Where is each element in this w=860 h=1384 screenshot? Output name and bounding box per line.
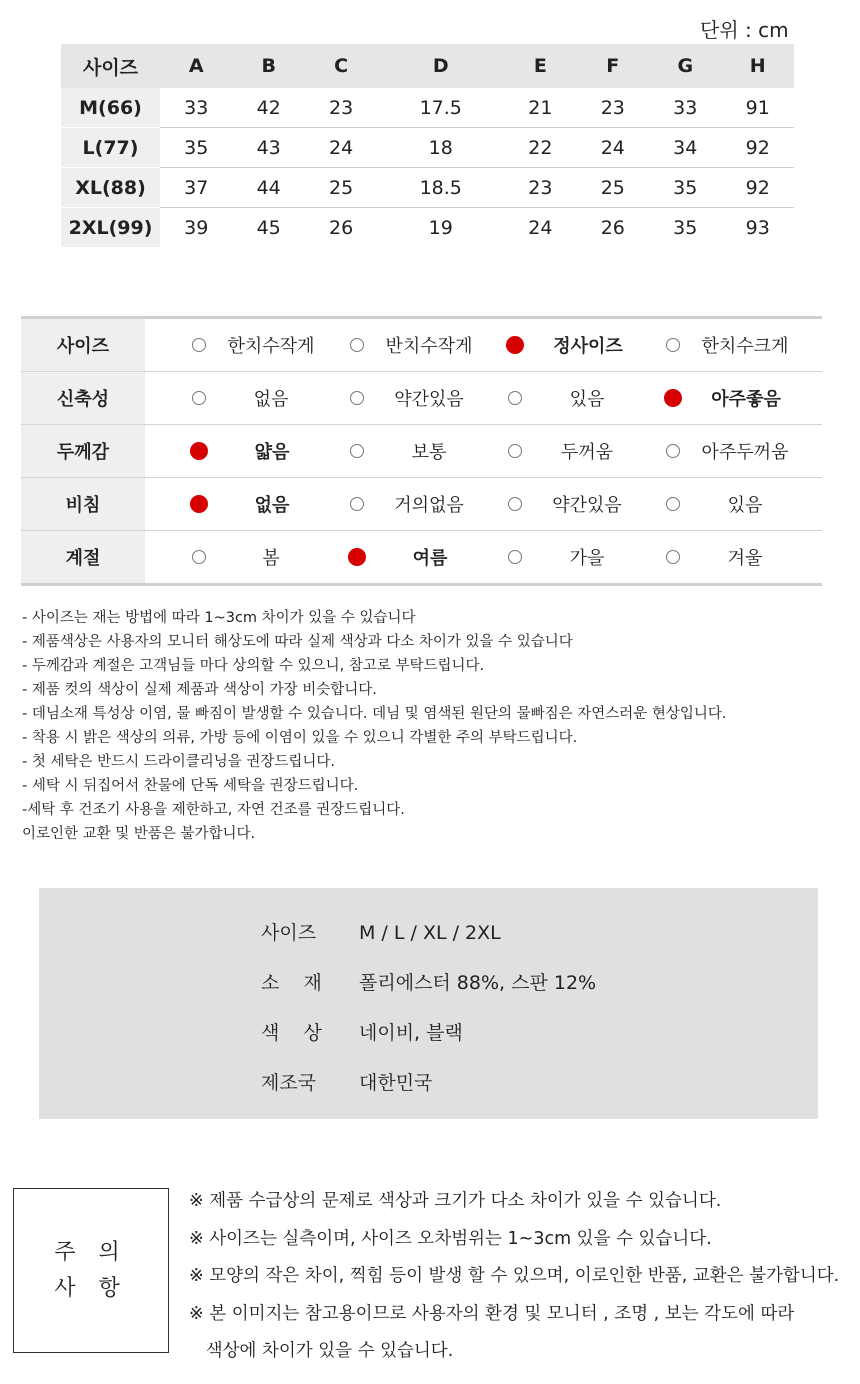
size-value-cell: 25 — [577, 168, 649, 208]
size-value-cell: 24 — [577, 128, 649, 168]
option-item[interactable] — [664, 332, 822, 358]
option-selected[interactable] — [348, 544, 506, 570]
radio-unchecked-icon[interactable] — [192, 338, 206, 352]
note-line: 이로인한 교환 및 반품은 불가합니다. — [22, 826, 256, 842]
size-row-label: M(66) — [61, 88, 160, 128]
option-item[interactable] — [664, 544, 822, 570]
option-selected[interactable] — [190, 491, 348, 517]
spec-key: 소 재 — [261, 972, 322, 994]
radio-checked-icon[interactable] — [506, 336, 524, 354]
radio-unchecked-icon[interactable] — [508, 550, 522, 564]
size-table-header-cell: B — [232, 44, 304, 88]
size-value-cell: 17.5 — [377, 88, 504, 128]
unit-label: 단위 : cm — [700, 18, 789, 42]
properties-table — [21, 316, 822, 586]
size-value-cell: 33 — [649, 88, 721, 128]
caution-line: ※ 본 이미지는 참고용이므로 사용자의 환경 및 모니터 , 조명 , 보는 각도에 따라 — [189, 1303, 795, 1324]
option-label: 가을 — [569, 548, 605, 569]
caution-title-line: 주 의 — [54, 1239, 128, 1265]
note-line: - 사이즈는 재는 방법에 따라 1~3cm 차이가 있을 수 있습니다 — [22, 610, 416, 626]
note-line: -세탁 후 건조기 사용을 제한하고, 자연 건조를 권장드립니다. — [22, 802, 405, 818]
caution-line: ※ 제품 수급상의 문제로 색상과 크기가 다소 차이가 있을 수 있습니다. — [189, 1191, 722, 1211]
size-value-cell: 24 — [528, 216, 553, 239]
size-value-cell: 44 — [232, 168, 304, 208]
size-table — [61, 44, 794, 247]
size-value-cell: 23 — [504, 168, 576, 208]
radio-unchecked-icon[interactable] — [666, 444, 680, 458]
caution-title — [54, 1235, 128, 1307]
option-label: 겨울 — [727, 548, 763, 569]
radio-checked-icon[interactable] — [190, 495, 208, 513]
caution-line: 색상에 차이가 있을 수 있습니다. — [189, 1341, 454, 1361]
size-table-row — [61, 168, 794, 208]
radio-unchecked-icon[interactable] — [508, 444, 522, 458]
note-line: - 두께감과 계절은 고객님들 마다 상의할 수 있으니, 참고로 부탁드립니다. — [22, 658, 485, 674]
property-options — [145, 531, 822, 585]
size-value-cell: 35 — [649, 168, 721, 208]
option-selected[interactable] — [190, 438, 348, 464]
size-value-cell: 91 — [721, 88, 794, 128]
option-label: 두꺼움 — [560, 442, 614, 463]
option-label: 아주좋음 — [711, 389, 781, 410]
caution-lines — [189, 1183, 839, 1371]
note-line: - 착용 시 밝은 색상의 의류, 가방 등에 이염이 있을 수 있으니 각별한 주의 부탁드립니다. — [22, 730, 578, 746]
option-item[interactable] — [190, 385, 348, 411]
spec-row — [261, 918, 501, 945]
option-selected[interactable] — [506, 332, 664, 358]
spec-key: 제조국 — [261, 1072, 317, 1094]
size-table-header-cell: H — [721, 44, 794, 88]
option-item[interactable] — [506, 438, 664, 464]
radio-unchecked-icon[interactable] — [666, 497, 680, 511]
caution-box — [13, 1188, 169, 1353]
size-table-row — [61, 128, 794, 168]
size-table-header — [61, 44, 794, 88]
option-label: 거의없음 — [394, 495, 464, 516]
option-item[interactable] — [190, 332, 348, 358]
spec-key: 색 상 — [261, 1022, 322, 1044]
option-label: 한치수작게 — [227, 336, 315, 357]
caution-title-line: 사 항 — [54, 1275, 128, 1301]
option-item[interactable] — [506, 491, 664, 517]
option-item[interactable] — [506, 544, 664, 570]
option-item[interactable] — [664, 491, 822, 517]
option-item[interactable] — [506, 385, 664, 411]
spec-row — [261, 1068, 432, 1095]
property-options — [145, 318, 822, 372]
option-label: 있음 — [569, 389, 605, 410]
option-label: 봄 — [262, 548, 280, 569]
option-label: 없음 — [254, 495, 290, 516]
radio-unchecked-icon[interactable] — [192, 391, 206, 405]
property-label: 신축성 — [21, 372, 145, 425]
size-table-header-cell: C — [305, 44, 377, 88]
size-value-cell: 25 — [305, 168, 377, 208]
property-options — [145, 425, 822, 478]
spec-row — [261, 1018, 463, 1045]
size-row-label: L(77) — [61, 128, 160, 168]
note-line: - 제품 컷의 색상이 실제 제품과 색상이 가장 비슷합니다. — [22, 682, 377, 698]
size-value-cell: 26 — [600, 216, 625, 239]
size-value-cell: 93 — [745, 216, 770, 239]
option-item[interactable] — [348, 332, 506, 358]
radio-checked-icon[interactable] — [190, 442, 208, 460]
caution-line: ※ 모양의 작은 차이, 찍힘 등이 발생 할 수 있으며, 이로인한 반품, 교환은 불가합니다. — [189, 1266, 840, 1286]
radio-unchecked-icon[interactable] — [350, 497, 364, 511]
option-item[interactable] — [348, 491, 506, 517]
option-label: 아주두꺼움 — [701, 442, 789, 463]
option-label: 한치수크게 — [701, 336, 789, 357]
radio-unchecked-icon[interactable] — [350, 338, 364, 352]
size-row-label: 2XL(99) — [61, 208, 160, 248]
property-row — [21, 372, 822, 425]
size-value-cell: 43 — [232, 128, 304, 168]
size-value-cell: 34 — [649, 128, 721, 168]
option-label: 반치수작게 — [385, 336, 473, 357]
size-value-cell: 33 — [160, 88, 232, 128]
property-label: 사이즈 — [21, 318, 145, 372]
property-options — [145, 478, 822, 531]
option-item[interactable] — [348, 385, 506, 411]
size-value-cell: 92 — [721, 168, 794, 208]
spec-value: M / L / XL / 2XL — [359, 922, 501, 944]
size-value-cell: 45 — [256, 216, 281, 239]
property-options — [145, 372, 822, 425]
option-item[interactable] — [664, 438, 822, 464]
size-value-cell: 35 — [160, 128, 232, 168]
size-value-cell: 26 — [329, 216, 354, 239]
size-value-cell: 23 — [577, 88, 649, 128]
spec-value: 대한민국 — [359, 1072, 433, 1094]
option-label: 보통 — [411, 442, 447, 463]
size-value-cell: 23 — [305, 88, 377, 128]
option-label: 정사이즈 — [553, 336, 623, 357]
note-line: - 첫 세탁은 반드시 드라이클리닝을 권장드립니다. — [22, 754, 336, 770]
size-value-cell: 37 — [160, 168, 232, 208]
option-label: 약간있음 — [394, 389, 464, 410]
radio-unchecked-icon[interactable] — [508, 497, 522, 511]
radio-unchecked-icon[interactable] — [666, 338, 680, 352]
note-line: - 데님소재 특성상 이염, 물 빠짐이 발생할 수 있습니다. 데님 및 염색된 원단의 물빠짐은 자연스러운 현상입니다. — [22, 706, 727, 722]
size-table-row — [61, 88, 794, 128]
size-row-label: XL(88) — [61, 168, 160, 208]
size-value-cell: 35 — [673, 216, 698, 239]
size-value-cell: 19 — [428, 216, 453, 239]
property-row — [21, 478, 822, 531]
option-item[interactable] — [190, 544, 348, 570]
radio-unchecked-icon[interactable] — [666, 550, 680, 564]
size-table-header-cell: A — [160, 44, 232, 88]
option-selected[interactable] — [664, 385, 822, 411]
size-table-header-cell: F — [577, 44, 649, 88]
spec-value: 폴리에스터 88%, 스판 12% — [359, 972, 597, 994]
spec-row — [261, 968, 596, 995]
spec-box — [39, 888, 818, 1119]
note-line: - 제품색상은 사용자의 모니터 해상도에 따라 실제 색상과 다소 차이가 있을 수 있습니다 — [22, 634, 573, 650]
option-label: 여름 — [412, 548, 448, 569]
radio-unchecked-icon[interactable] — [192, 550, 206, 564]
size-value-cell: 22 — [504, 128, 576, 168]
spec-value: 네이비, 블랙 — [359, 1022, 463, 1044]
size-table-header-cell: E — [504, 44, 576, 88]
size-table-header-cell: D — [377, 44, 504, 88]
spec-key: 사이즈 — [261, 922, 317, 944]
notes-list — [22, 606, 727, 846]
option-label: 없음 — [253, 389, 289, 410]
size-value-cell: 18.5 — [377, 168, 504, 208]
size-table-header-cell: G — [649, 44, 721, 88]
option-item[interactable] — [348, 438, 506, 464]
size-value-cell: 18 — [377, 128, 504, 168]
size-value-cell: 21 — [504, 88, 576, 128]
size-value-cell: 39 — [184, 216, 209, 239]
property-label: 비침 — [21, 478, 145, 531]
radio-checked-icon[interactable] — [348, 548, 366, 566]
size-value-cell: 92 — [721, 128, 794, 168]
property-row — [21, 425, 822, 478]
property-label: 계절 — [21, 531, 145, 585]
note-line: - 세탁 시 뒤집어서 찬물에 단독 세탁을 권장드립니다. — [22, 778, 359, 794]
property-label: 두께감 — [21, 425, 145, 478]
caution-line: ※ 사이즈는 실측이며, 사이즈 오차범위는 1~3cm 있을 수 있습니다. — [189, 1228, 712, 1249]
radio-unchecked-icon[interactable] — [350, 444, 364, 458]
size-value-cell: 24 — [305, 128, 377, 168]
size-table-row — [61, 208, 794, 248]
option-label: 있음 — [727, 495, 763, 516]
size-table-header-cell: 사이즈 — [61, 44, 160, 88]
property-row — [21, 531, 822, 585]
radio-unchecked-icon[interactable] — [508, 391, 522, 405]
radio-unchecked-icon[interactable] — [350, 391, 364, 405]
option-label: 얇음 — [254, 442, 290, 463]
option-label: 약간있음 — [552, 495, 622, 516]
radio-checked-icon[interactable] — [664, 389, 682, 407]
property-row — [21, 318, 822, 372]
size-value-cell: 42 — [232, 88, 304, 128]
